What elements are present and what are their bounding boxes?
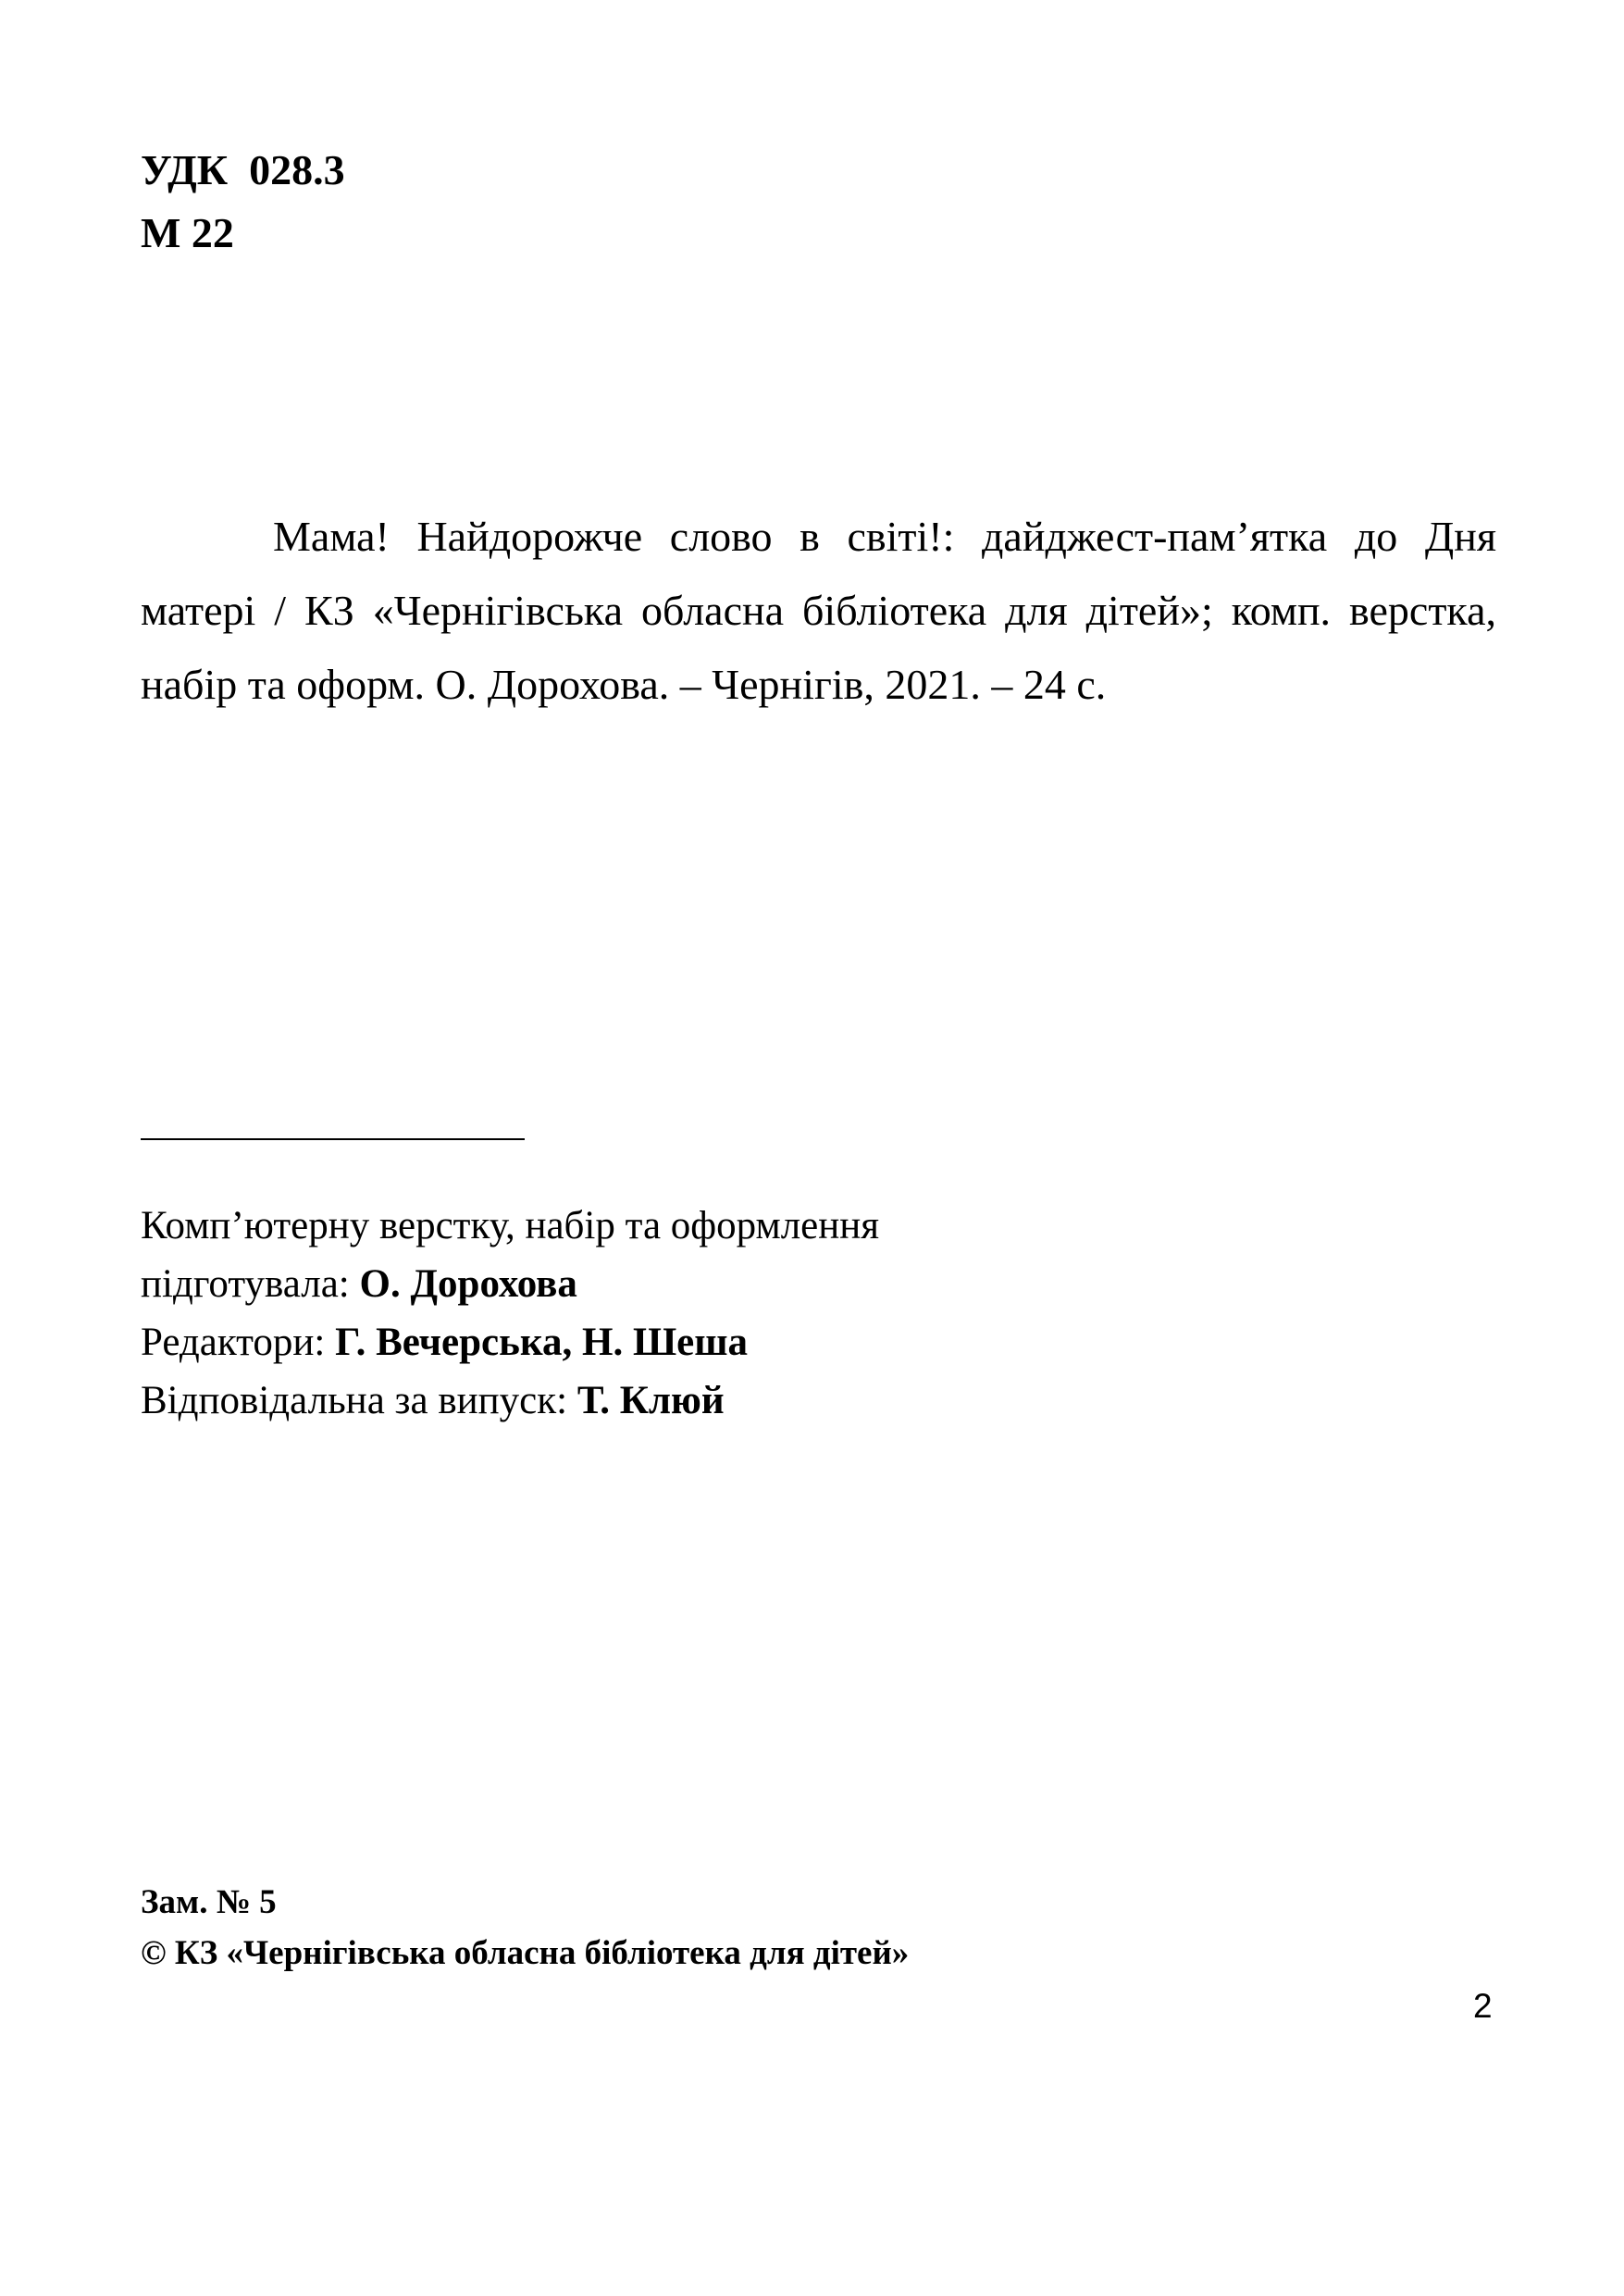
classification-block — [141, 139, 345, 265]
responsible-name: Т. Клюй — [576, 1379, 725, 1422]
editors-line — [141, 1313, 879, 1371]
bibliographic-description: Мама! Найдорожче слово в світі!: дайджест-пам’ятка до Дня матері / КЗ «Чернігівська обласна бібліотека для дітей»; комп. верстка, набір та оформ. О. Дорохова. – Чернігів, 2021. – 24 с. — [141, 513, 1496, 708]
author-mark: М 22 — [141, 209, 234, 256]
editors-names: Г. Вечерська, Н. Шеша — [335, 1321, 749, 1364]
prepared-by-label: підготувала: — [141, 1262, 360, 1306]
prepared-by-line — [141, 1255, 879, 1313]
order-block — [141, 1877, 909, 1979]
credits-block — [141, 1197, 879, 1430]
responsible-label: Відповідальна за випуск: — [141, 1379, 577, 1422]
udk-code: УДК 028.3 — [141, 146, 345, 193]
editors-label: Редактори: — [141, 1321, 336, 1364]
order-number: Зам. № 5 — [141, 1883, 277, 1921]
copyright-notice: © КЗ «Чернігівська обласна бібліотека для дітей» — [141, 1934, 910, 1972]
divider-line — [141, 1138, 525, 1140]
responsible-line — [141, 1371, 879, 1430]
layout-credit-line: Комп’ютерну верстку, набір та оформлення — [141, 1204, 880, 1247]
prepared-by-name: О. Дорохова — [359, 1262, 577, 1306]
page-number: 2 — [1473, 1987, 1493, 2025]
